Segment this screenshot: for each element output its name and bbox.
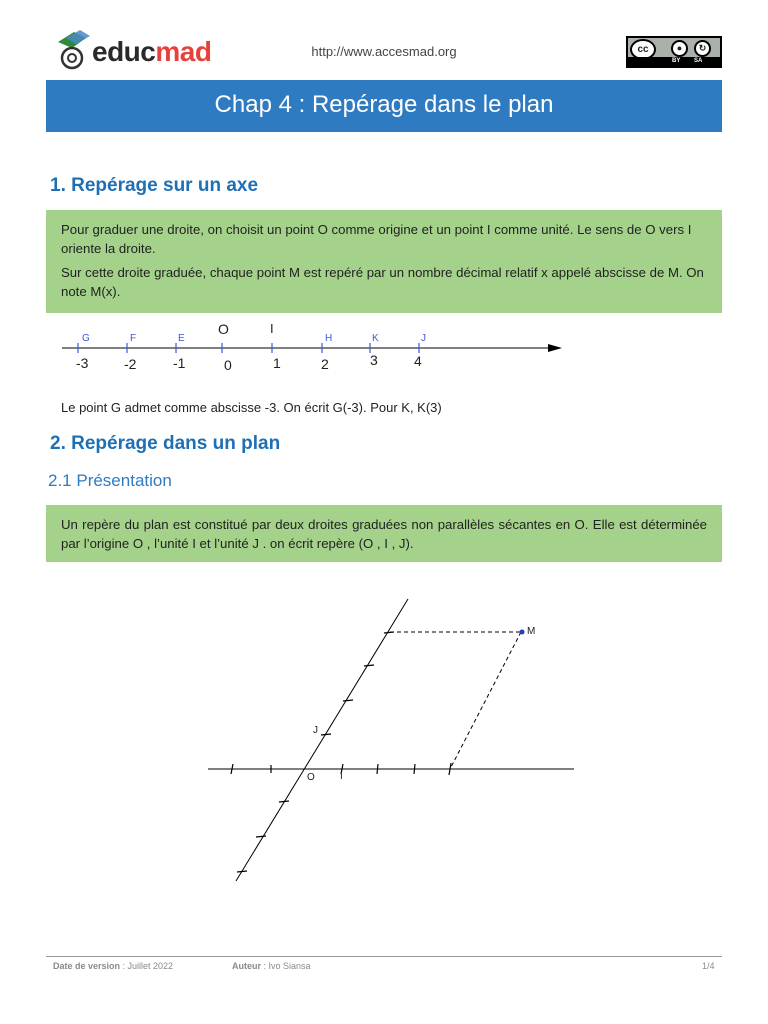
coordinate-system-figure xyxy=(0,590,768,890)
point-m-marker xyxy=(520,630,525,635)
axis-label-f: F xyxy=(130,333,137,344)
axis-label-o: O xyxy=(218,321,229,337)
axis-number-2: 2 xyxy=(321,356,329,372)
footer-divider xyxy=(46,956,722,957)
license-by: BY xyxy=(672,58,681,64)
cc-icon: cc xyxy=(630,39,656,60)
figure-label-m: M xyxy=(527,626,536,637)
definition-paragraph-2: Sur cette droite graduée, chaque point M est repéré par un nombre décimal relatif x appelé abscisse de M. On note M(x). xyxy=(61,265,704,299)
axis-number-minus3: -3 xyxy=(76,355,89,371)
axis-number-3: 3 xyxy=(370,352,378,368)
footer-date: Date de version : Juillet 2022 xyxy=(53,961,174,971)
axis-number-0: 0 xyxy=(224,357,232,373)
axis-label-h: H xyxy=(325,333,333,344)
axis-number-1: 1 xyxy=(273,355,281,371)
chapter-title: Chap 4 : Repérage dans le plan xyxy=(46,80,722,132)
footer-author: Auteur : Ivo Siansa xyxy=(232,961,311,971)
axis-label-g: G xyxy=(82,333,90,344)
axis-example-text: Le point G admet comme abscisse -3. On écrit G(-3). Pour K, K(3) xyxy=(61,400,442,415)
license-sa: SA xyxy=(694,58,703,64)
axis-label-k: K xyxy=(372,333,379,344)
plane-definition-text: Un repère du plan est constitué par deux droites graduées non parallèles sécantes en O. Elle est déterminée par l’origine O , l’unité I et l’unité J . on écrit repère (O , I , J). xyxy=(61,517,707,551)
section2-heading: 2. Repérage dans un plan xyxy=(50,433,281,454)
site-url[interactable]: http://www.accesmad.org xyxy=(311,44,457,59)
axis-number-4: 4 xyxy=(414,353,422,369)
graduated-axis xyxy=(0,318,768,378)
section1-heading: 1. Repérage sur un axe xyxy=(50,175,259,196)
definition-paragraph-1: Pour graduer une droite, on choisit un point O comme origine et un point I comme unité. Le sens de O vers I oriente la droite. xyxy=(61,222,692,256)
attribution-icon: ● xyxy=(671,40,688,57)
axis-label-i: I xyxy=(270,321,274,336)
share-alike-icon: ↻ xyxy=(694,40,711,57)
section2-1-heading: 2.1 Présentation xyxy=(48,471,172,490)
figure-label-i: I xyxy=(340,771,343,782)
creative-commons-badge xyxy=(626,36,722,68)
footer-page-number: 1/4 xyxy=(702,961,715,971)
section1-definition-box xyxy=(46,210,722,313)
axis-number-minus1: -1 xyxy=(173,355,186,371)
section2-definition-box xyxy=(46,505,722,562)
axis-label-j: J xyxy=(421,333,426,344)
figure-label-j: J xyxy=(313,725,318,736)
logo-wordmark: educmad xyxy=(92,36,212,67)
axis-label-e: E xyxy=(178,333,185,344)
axis-number-minus2: -2 xyxy=(124,356,137,372)
figure-label-o: O xyxy=(307,772,315,783)
